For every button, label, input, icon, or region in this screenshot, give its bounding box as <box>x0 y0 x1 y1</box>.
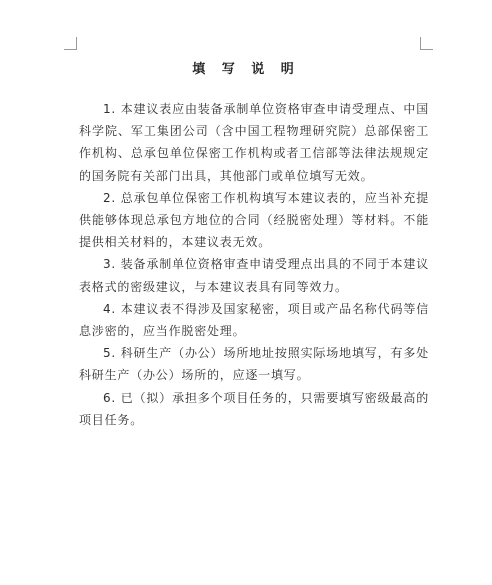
document-body <box>79 98 429 431</box>
instruction-paragraph-6: 6. 已（拟）承担多个项目任务的，只需要填写密级最高的项目任务。 <box>79 390 429 427</box>
instruction-paragraph-1: 1. 本建议表应由装备承制单位资格审查申请受理点、中国科学院、军工集团公司（含中国工程物理研究院）总部保密工作机构、总承包单位保密工作机构或者工信部等法律法规规定的国务院有关部门出具，其他部门或单位填写无效。 <box>79 102 429 183</box>
margin-corner-mark-left <box>64 37 77 50</box>
instruction-paragraph-2: 2. 总承包单位保密工作机构填写本建议表的，应当补充提供能够体现总承包方地位的合同（经脱密处理）等材料。不能提供相关材料的，本建议表无效。 <box>79 190 429 250</box>
instruction-paragraph-4: 4. 本建议表不得涉及国家秘密，项目或产品名称代码等信息涉密的，应当作脱密处理。 <box>79 301 429 339</box>
margin-corner-mark-right <box>420 37 433 50</box>
document-title: 填 写 说 明 <box>192 62 300 77</box>
instruction-paragraph-3: 3. 装备承制单位资格审查申请受理点出具的不同于本建议表格式的密级建议，与本建议表具有同等效力。 <box>79 257 429 294</box>
instruction-paragraph-5: 5. 科研生产（办公）场所地址按照实际场地填写，有多处科研生产（办公）场所的，应逐一填写。 <box>79 346 429 383</box>
